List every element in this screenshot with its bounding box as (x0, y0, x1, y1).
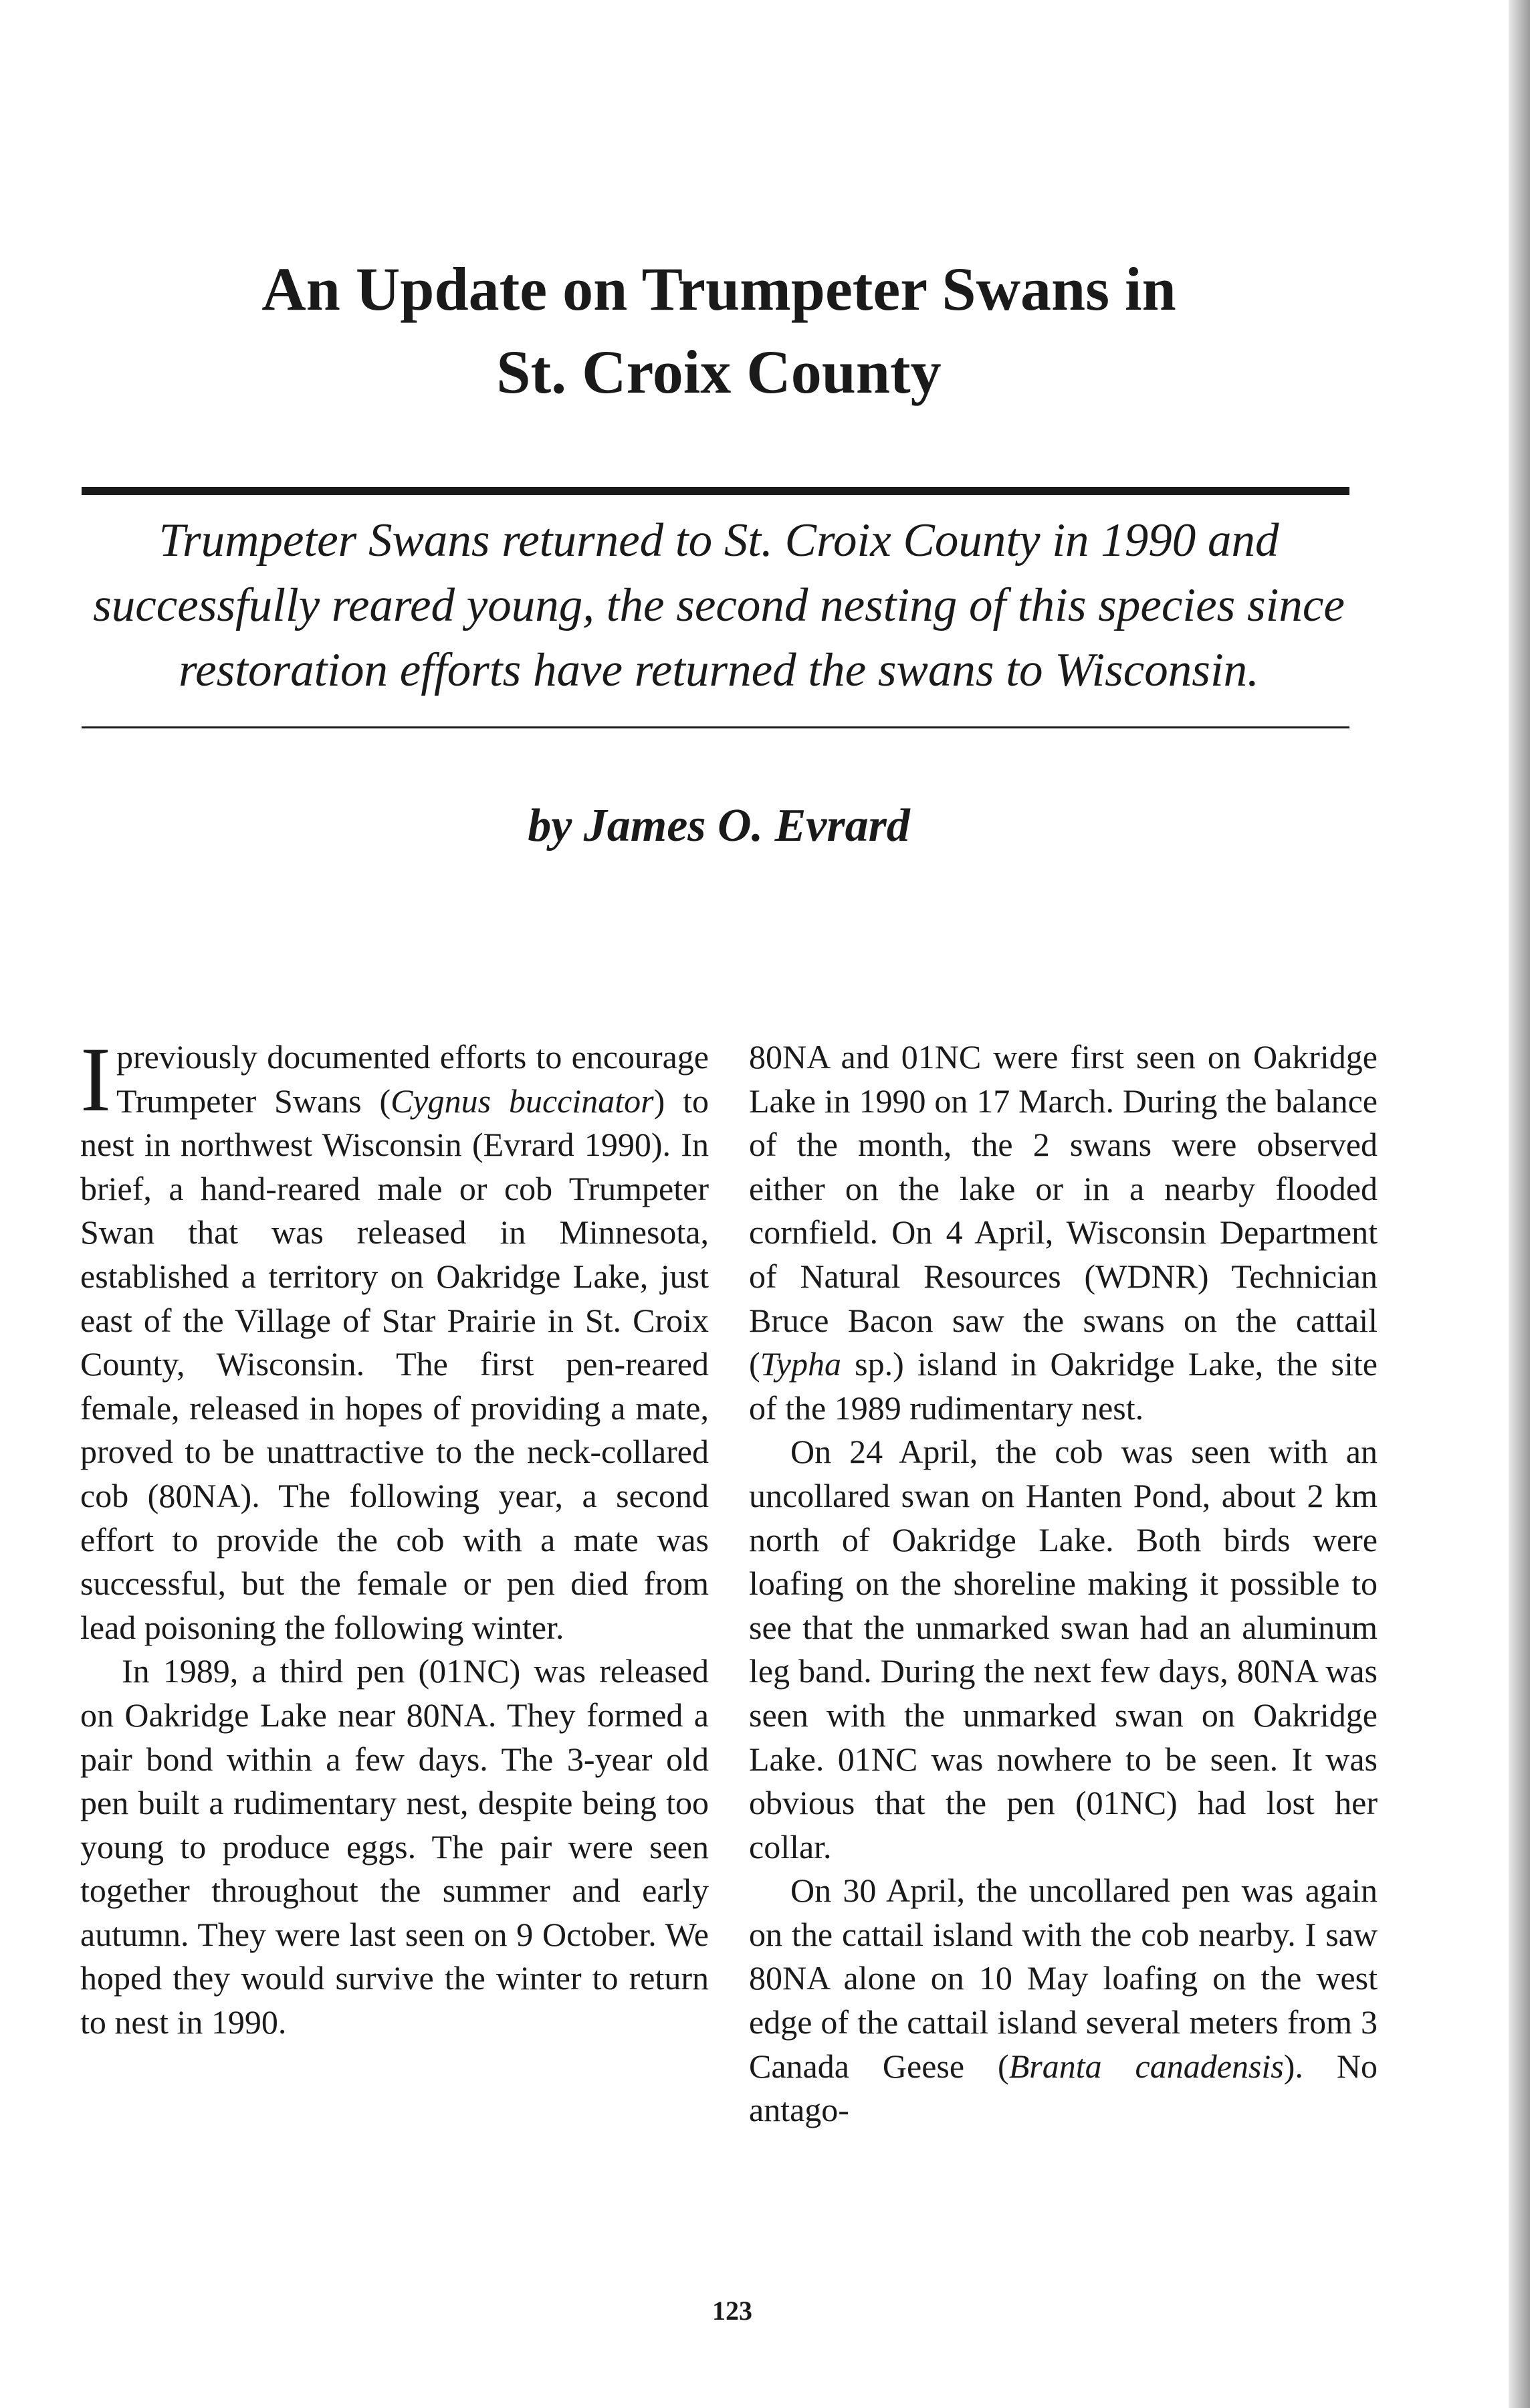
paragraph-5 (749, 1869, 1378, 2132)
paragraph-1 (80, 1028, 709, 1649)
drop-cap: I (80, 1028, 111, 1130)
paragraph-3-text-a: 80NA and 01NC were first seen on Oakridge Lake in 1990 on 17 March. During the balance of the month, the 2 swans were observed either on the lake or in a nearby flooded cornfield. On 4 April, Wisconsin Department of Natural Resources (WDNR) Technician Bruce Bacon saw the swans on the cattail ( (749, 1038, 1378, 1383)
species-name-swan: Cygnus buccinator (391, 1082, 654, 1120)
species-name-cattail: Typha (760, 1345, 841, 1383)
page-edge-shadow (1509, 0, 1530, 2408)
title-line-2: St. Croix County (496, 338, 942, 406)
body-column-left (80, 1028, 709, 2045)
top-rule (82, 487, 1349, 495)
article-subtitle: Trumpeter Swans returned to St. Croix County in 1990 and successfully reared young, the second nesting of this species since restoration efforts have returned the swans to Wisconsin. (93, 514, 1345, 696)
paragraph-1-text-a: previously documented efforts to encourage Trumpeter Swans ( (116, 1038, 709, 1120)
article-title (0, 247, 1438, 413)
paragraph-2: In 1989, a third pen (01NC) was released on Oakridge Lake near 80NA. They formed a pair bond within a few days. The 3-year old pen built a rudimentary nest, despite being too young to produce eggs. The pair were seen together throughout the summer and early autumn. They were last seen on 9 October. We hoped they would survive the winter to return to nest in 1990. (80, 1652, 709, 2041)
title-line-1: An Update on Trumpeter Swans in (261, 255, 1176, 323)
body-column-right (749, 1035, 1378, 2132)
paragraph-4: On 24 April, the cob was seen with an uncollared swan on Hanten Pond, about 2 km north of Oakridge Lake. Both birds were loafing on the shoreline making it possible to see that the unmarked swan had an aluminum leg band. During the next few days, 80NA was seen with the unmarked swan on Oakridge Lake. 01NC was nowhere to be seen. It was obvious that the pen (01NC) had lost her collar. (749, 1433, 1378, 1866)
species-name-goose: Branta canadensis (1008, 2047, 1284, 2085)
paragraph-3 (749, 1035, 1378, 1430)
paragraph-3-text-b: sp.) island in Oakridge Lake, the site of the 1989 rudimentary nest. (749, 1345, 1378, 1427)
author-byline: by James O. Evrard (528, 800, 910, 851)
paragraph-5-text-a: On 30 April, the uncollared pen was again on the cattail island with the cob nearby. I saw 80NA alone on 10 May loafing on the west edge of the cattail island several meters from 3 Canada Geese ( (749, 1872, 1378, 2085)
page-number: 123 (712, 2296, 752, 2326)
paragraph-5-text-b: ). No antago- (749, 2047, 1378, 2129)
bottom-rule (82, 726, 1349, 728)
paragraph-1-text-b: ) to nest in northwest Wisconsin (Evrard 1990). In brief, a hand-reared male or cob Trumpeter Swan that was released in Minnesota, established a territory on Oakridge Lake, just east of the Village of Star Prairie in St. Croix County, Wisconsin. The first pen-reared female, released in hopes of providing a mate, proved to be unattractive to the neck-collared cob (80NA). The following year, a second effort to provide the cob with a mate was successful, but the female or pen died from lead poisoning the following winter. (80, 1082, 709, 1646)
